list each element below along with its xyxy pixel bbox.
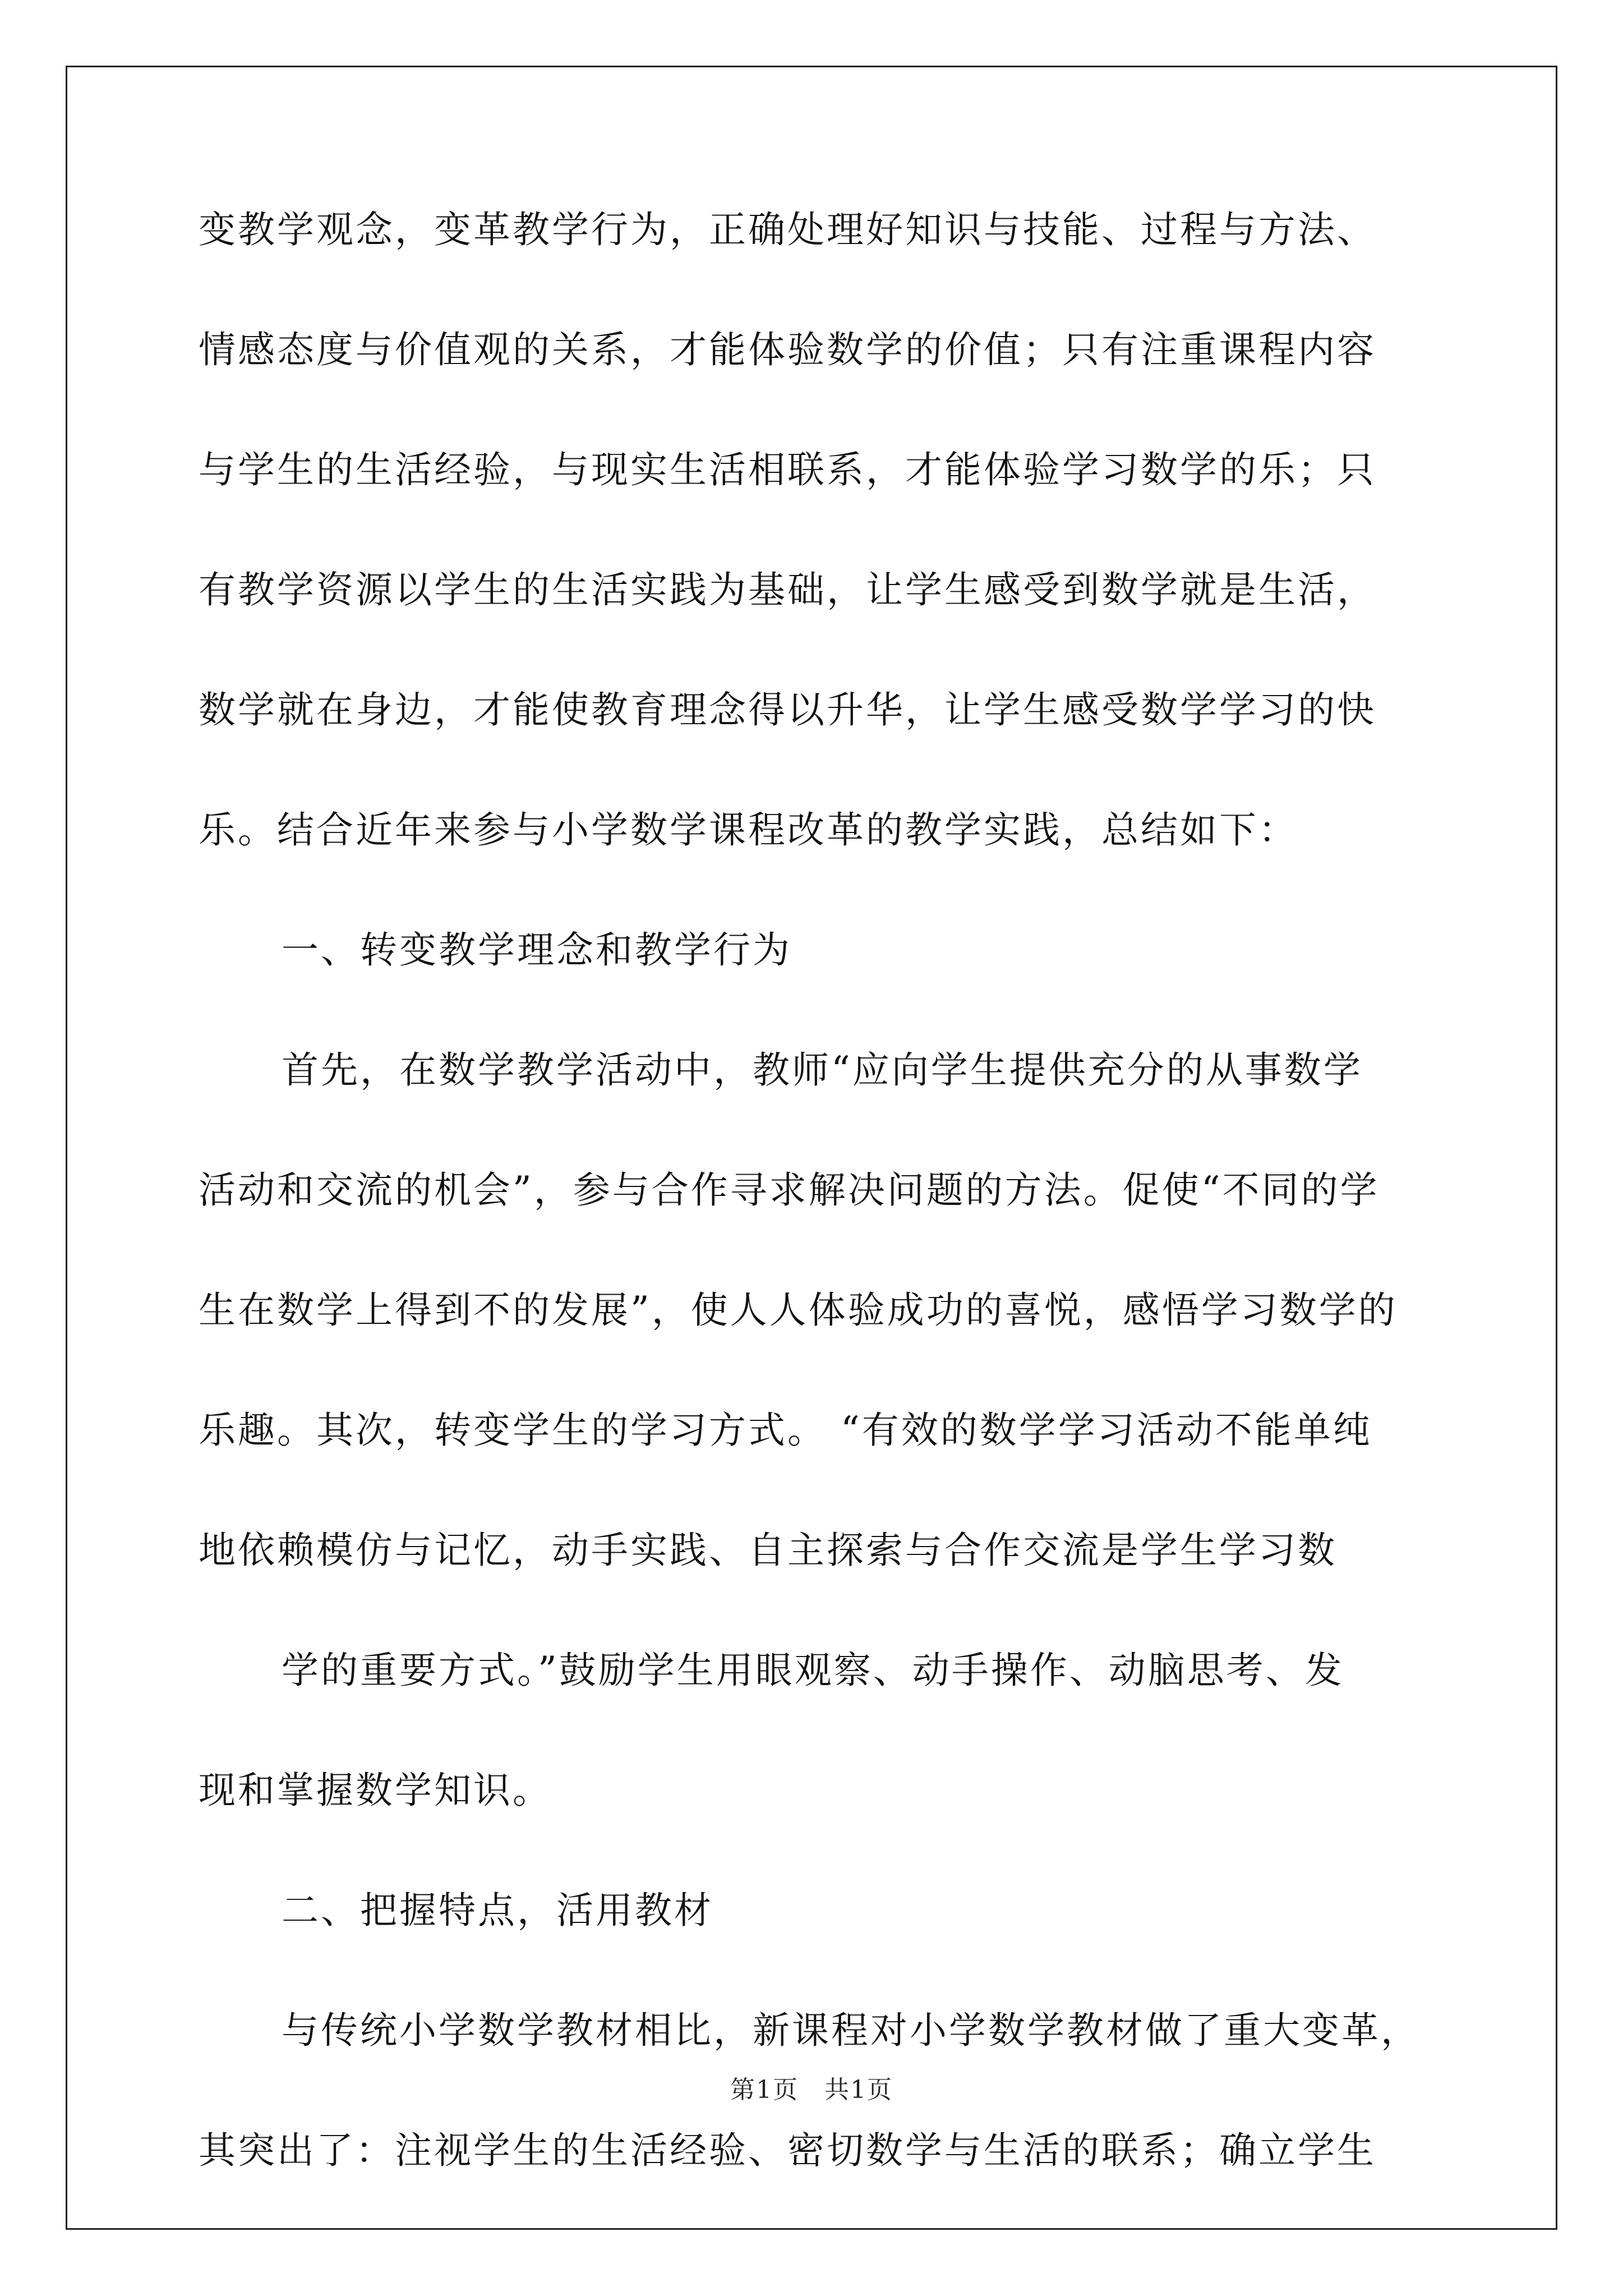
text-line: 活动和交流的机会”，参与合作寻求解决问题的方法。促使“不同的学 bbox=[199, 1168, 1380, 1212]
text-line: 其突出了：注视学生的生活经验、密切数学与生活的联系；确立学生 bbox=[199, 2129, 1376, 2172]
text-line: 与传统小学数学教材相比，新课程对小学数学教材做了重大变革， bbox=[282, 2009, 1420, 2052]
text-line: 数学就在身边，才能使教育理念得以升华，让学生感受数学学习的快 bbox=[199, 688, 1376, 731]
document-body bbox=[199, 209, 1435, 2250]
text-line: 情感态度与价值观的关系，才能体验数学的价值；只有注重课程内容 bbox=[199, 328, 1376, 371]
text-line: 乐。结合近年来参与小学数学课程改革的教学实践，总结如下： bbox=[199, 808, 1298, 852]
section-heading: 一、转变教学理念和教学行为 bbox=[282, 928, 792, 972]
section-heading: 二、把握特点，活用教材 bbox=[282, 1889, 713, 1932]
text-line: 变教学观念，变革教学行为，正确处理好知识与技能、过程与方法、 bbox=[199, 208, 1376, 251]
page-number-footer: 第1页 共1页 bbox=[730, 2076, 893, 2104]
text-line: 首先，在数学教学活动中，教师“应向学生提供充分的从事数学 bbox=[282, 1048, 1363, 1092]
text-line: 现和掌握数学知识。 bbox=[199, 1769, 552, 1812]
text-line: 乐趣。其次，转变学生的学习方式。 “有效的数学学习活动不能单纯 bbox=[199, 1409, 1372, 1452]
text-line: 有教学资源以学生的生活实践为基础，让学生感受到数学就是生活， bbox=[199, 568, 1376, 611]
text-line: 地依赖模仿与记忆，动手实践、自主探索与合作交流是学生学习数 bbox=[199, 1529, 1337, 1572]
text-line: 学的重要方式。”鼓励学生用眼观察、动手操作、动脑思考、发 bbox=[282, 1649, 1344, 1692]
text-line: 与学生的生活经验，与现实生活相联系，才能体验学习数学的乐；只 bbox=[199, 448, 1376, 491]
text-line: 生在数学上得到不的发展”，使人人体验成功的喜悦，感悟学习数学的 bbox=[199, 1289, 1398, 1332]
